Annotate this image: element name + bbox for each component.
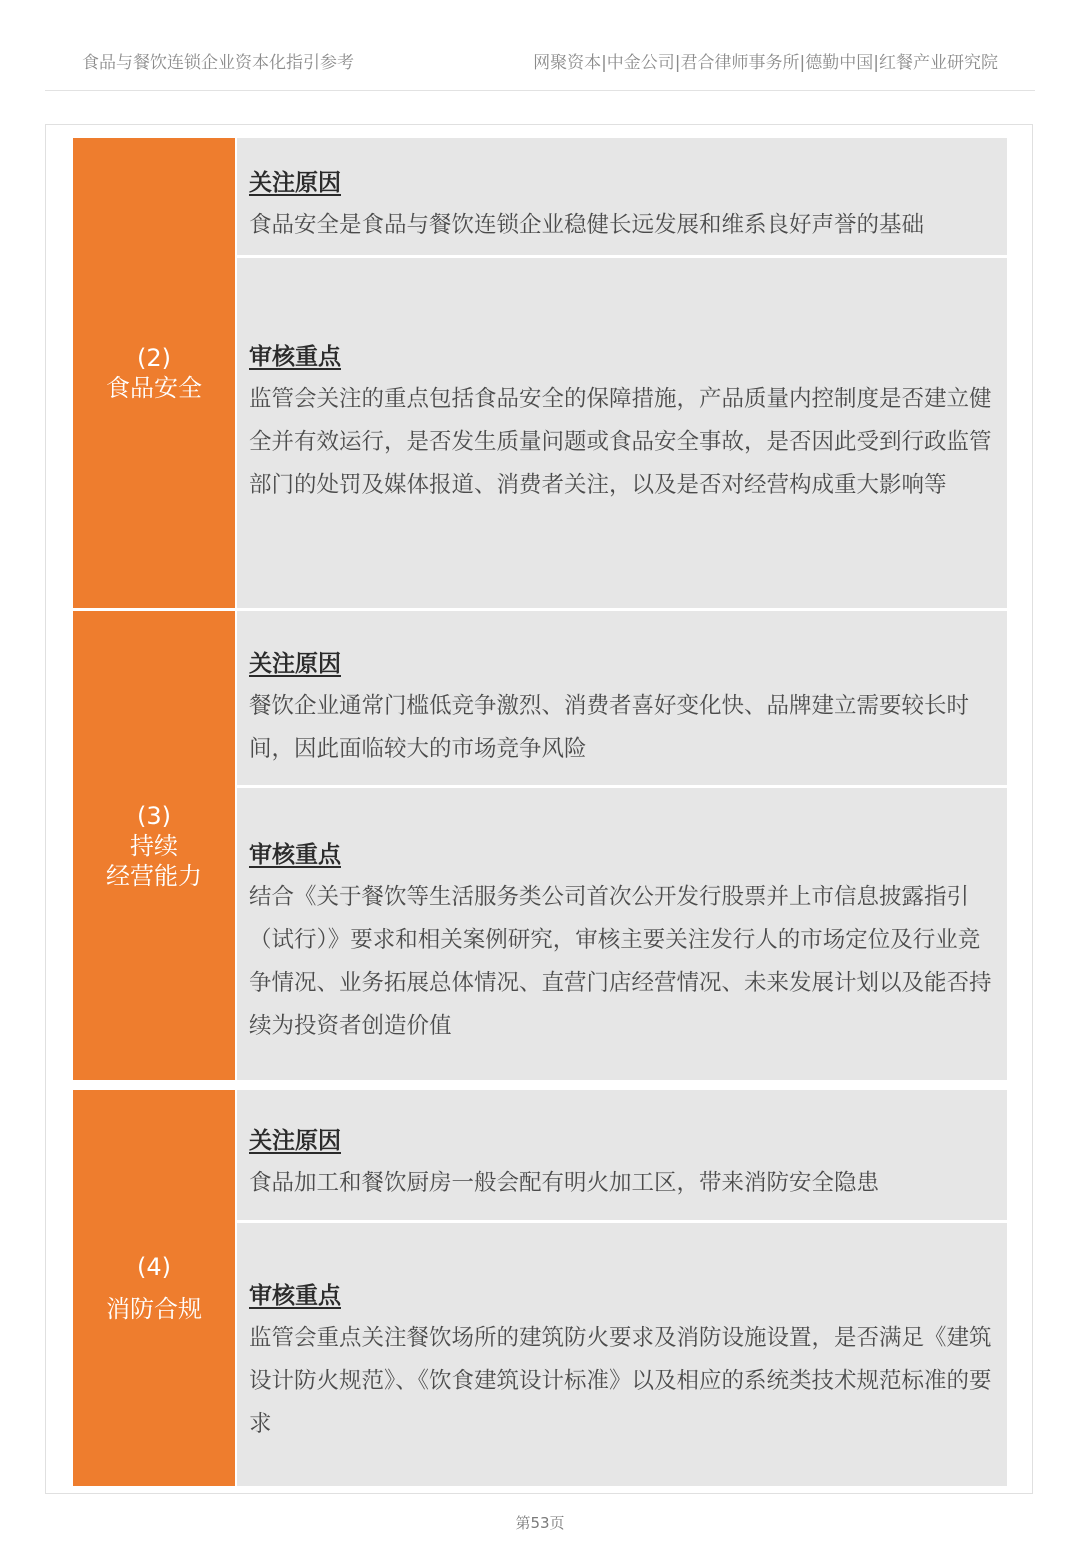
section-number: (3) — [137, 801, 171, 830]
focus-text: 监管会关注的重点包括食品安全的保障措施，产品质量内控制度是否建立健全并有效运行，是否发生质量问题或食品安全事故，是否因此受到行政监管部门的处罚及媒体报道、消费者关注，以及是否对经营构成重大影响等 — [249, 386, 992, 498]
reason-title: 关注原因 — [249, 170, 341, 196]
section-fire-compliance — [73, 1090, 1007, 1486]
section-going-concern — [73, 611, 1007, 1080]
reason-text: 食品安全是食品与餐饮连锁企业稳健长远发展和维系良好声誉的基础 — [249, 212, 925, 238]
section-body — [237, 1090, 1007, 1486]
section-body — [237, 611, 1007, 1080]
reason-cell — [237, 1090, 1007, 1220]
reason-title: 关注原因 — [249, 651, 341, 677]
section-name: 持续 经营能力 — [106, 831, 202, 890]
reason-text: 食品加工和餐饮厨房一般会配有明火加工区，带来消防安全隐患 — [249, 1170, 880, 1196]
page-header — [0, 0, 1080, 92]
section-label — [73, 138, 235, 608]
section-name: 消防合规 — [106, 1295, 202, 1323]
section-label — [73, 611, 235, 1080]
reason-text: 餐饮企业通常门槛低竞争激烈、消费者喜好变化快、品牌建立需要较长时间，因此面临较大的市场竞争风险 — [249, 693, 970, 762]
reason-cell — [237, 138, 1007, 255]
page-number: 第53页 — [515, 1514, 565, 1532]
section-name: 食品安全 — [106, 374, 202, 402]
focus-cell — [237, 788, 1007, 1080]
focus-title: 审核重点 — [249, 344, 341, 370]
focus-title: 审核重点 — [249, 1283, 341, 1309]
focus-text: 结合《关于餐饮等生活服务类公司首次公开发行股票并上市信息披露指引（试行）》要求和相关案例研究，审核主要关注发行人的市场定位及行业竞争情况、业务拓展总体情况、直营门店经营情况、未来发展计划以及能否持续为投资者创造价值 — [249, 884, 992, 1039]
section-food-safety — [73, 138, 1007, 608]
focus-text: 监管会重点关注餐饮场所的建筑防火要求及消防设施设置，是否满足《建筑设计防火规范》、《饮食建筑设计标准》以及相应的系统类技术规范标准的要求 — [249, 1325, 992, 1437]
focus-cell — [237, 258, 1007, 608]
authors-line: 网聚资本|中金公司|君合律师事务所|德勤中国|红餐产业研究院 — [533, 53, 998, 73]
section-number: (4) — [137, 1253, 171, 1281]
section-label — [73, 1090, 235, 1486]
section-body — [237, 138, 1007, 608]
document-title: 食品与餐饮连锁企业资本化指引参考 — [82, 53, 354, 73]
focus-cell — [237, 1223, 1007, 1486]
header-divider — [45, 90, 1035, 91]
section-number: (2) — [137, 344, 171, 372]
focus-title: 审核重点 — [249, 842, 341, 868]
reason-title: 关注原因 — [249, 1128, 341, 1154]
reason-cell — [237, 611, 1007, 785]
